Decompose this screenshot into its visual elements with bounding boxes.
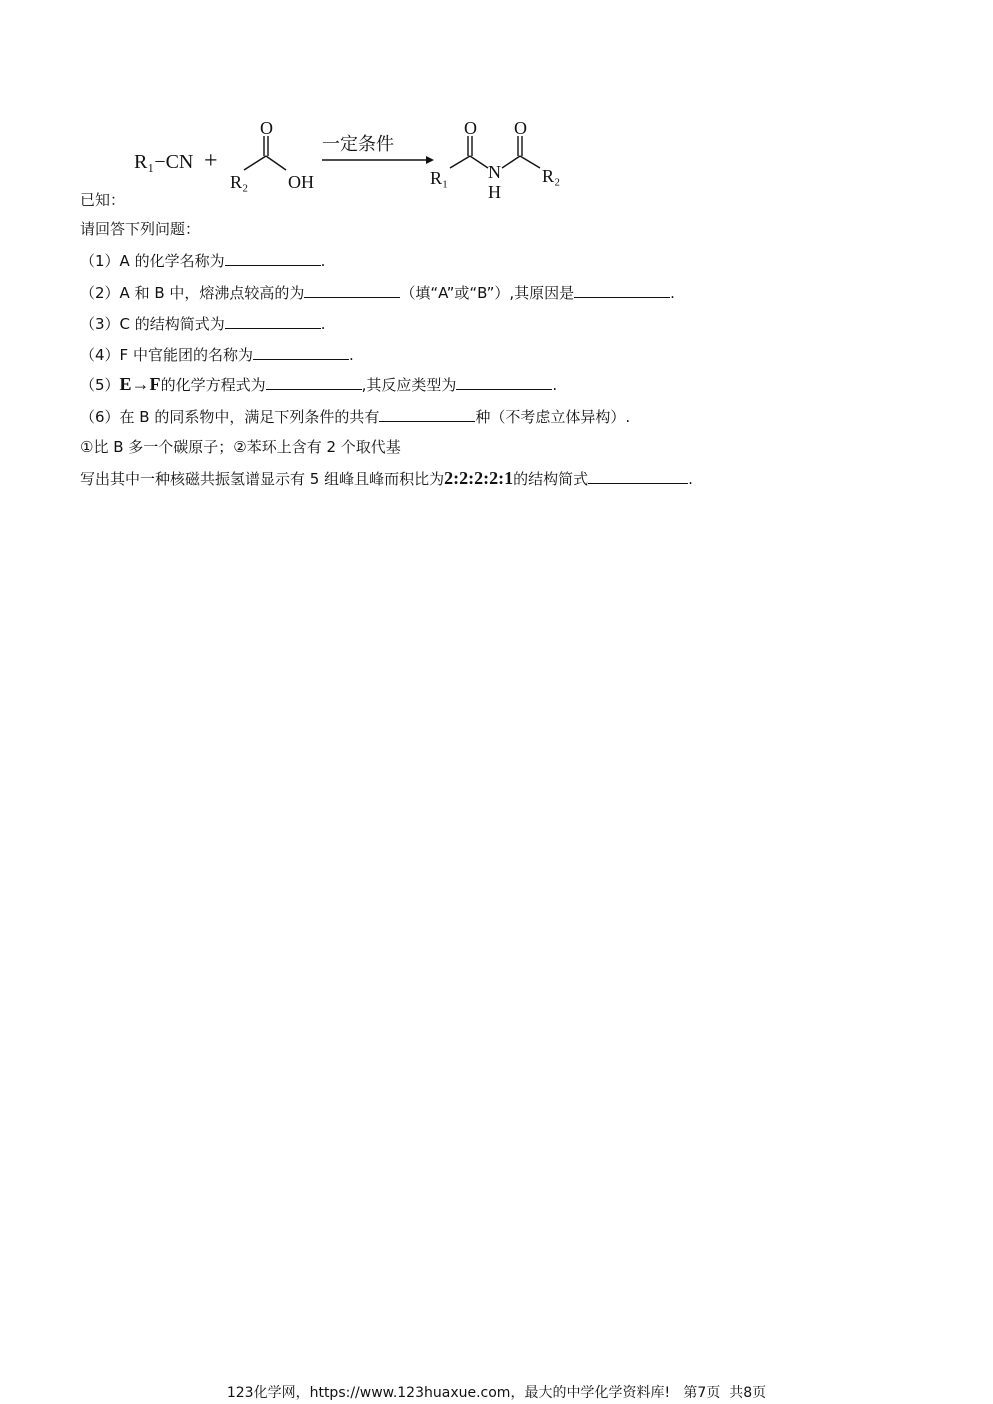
- q4-text: （4）F 中官能团的名称为: [80, 346, 253, 364]
- question-3: [80, 313, 326, 334]
- q4-suffix: .: [348, 346, 354, 364]
- acid-hydroxyl: OH: [288, 172, 314, 192]
- imide-hydrogen: H: [488, 182, 501, 202]
- q3-suffix: .: [320, 315, 326, 333]
- answer-blank[interactable]: [225, 250, 321, 266]
- reaction-scheme: [120, 112, 590, 202]
- question-6: [80, 406, 630, 427]
- question-5: [80, 374, 557, 395]
- question-4: [80, 344, 354, 365]
- imide-r1: R₁: [430, 168, 449, 188]
- carboxylic-acid-structure: [244, 136, 286, 170]
- q2-middle: （填“A”或“B”）,其原因是: [400, 284, 575, 302]
- answer-blank[interactable]: [304, 282, 400, 298]
- known-label: 已知：: [80, 191, 126, 209]
- conditions-text: ①比 B 多一个碳原子；②苯环上含有 2 个取代基: [80, 438, 401, 456]
- answer-blank[interactable]: [574, 282, 670, 298]
- q6-suffix: 种（不考虑立体异构）.: [475, 408, 631, 426]
- answer-blank[interactable]: [588, 468, 688, 484]
- page-footer: 123化学网，https://www.123huaxue.com，最大的中学化学资料库! 第7页 共8页: [226, 1385, 767, 1401]
- acid-r2: R₂: [230, 172, 249, 192]
- q1-text: （1）A 的化学名称为: [80, 252, 225, 270]
- question-1: [80, 250, 325, 271]
- q5-middle: ,其反应类型为: [361, 376, 457, 394]
- question-6b: [80, 468, 693, 489]
- q5-text: 的化学方程式为: [160, 376, 266, 394]
- reaction-arrow: [322, 156, 434, 164]
- answer-blank[interactable]: [456, 374, 552, 390]
- imide-r2: R₂: [542, 166, 561, 186]
- nitrile-label: R₁−CN: [134, 151, 194, 173]
- q2-text: （2）A 和 B 中，熔沸点较高的为: [80, 284, 305, 302]
- reaction-formula: E→F: [119, 374, 161, 394]
- q6b-middle: 的结构简式: [513, 470, 589, 488]
- q5-prefix: （5）: [80, 376, 120, 394]
- q6b-text: 写出其中一种核磁共振氢谱显示有 5 组峰且峰而积比为: [80, 470, 445, 488]
- intro-text: 请回答下列问题：: [80, 220, 201, 238]
- q2-suffix: .: [670, 284, 675, 302]
- reaction-condition: 一定条件: [322, 134, 394, 154]
- question-2: [80, 282, 675, 303]
- q6b-suffix: .: [688, 470, 693, 488]
- q6-text: （6）在 B 的同系物中，满足下列条件的共有: [80, 408, 380, 426]
- answer-blank[interactable]: [225, 313, 321, 329]
- answer-blank[interactable]: [266, 374, 362, 390]
- q5-suffix: .: [552, 376, 558, 394]
- imide-oxygen-right: O: [514, 118, 527, 138]
- imide-oxygen-left: O: [464, 118, 477, 138]
- acid-oxygen: O: [260, 118, 273, 138]
- answer-blank[interactable]: [379, 406, 475, 422]
- peak-ratio: 2:2:2:2:1: [444, 468, 514, 488]
- q1-suffix: .: [320, 252, 326, 270]
- imide-nitrogen: N: [488, 162, 501, 182]
- answer-blank[interactable]: [253, 344, 349, 360]
- plus-sign: +: [204, 148, 218, 174]
- q3-text: （3）C 的结构简式为: [80, 315, 225, 333]
